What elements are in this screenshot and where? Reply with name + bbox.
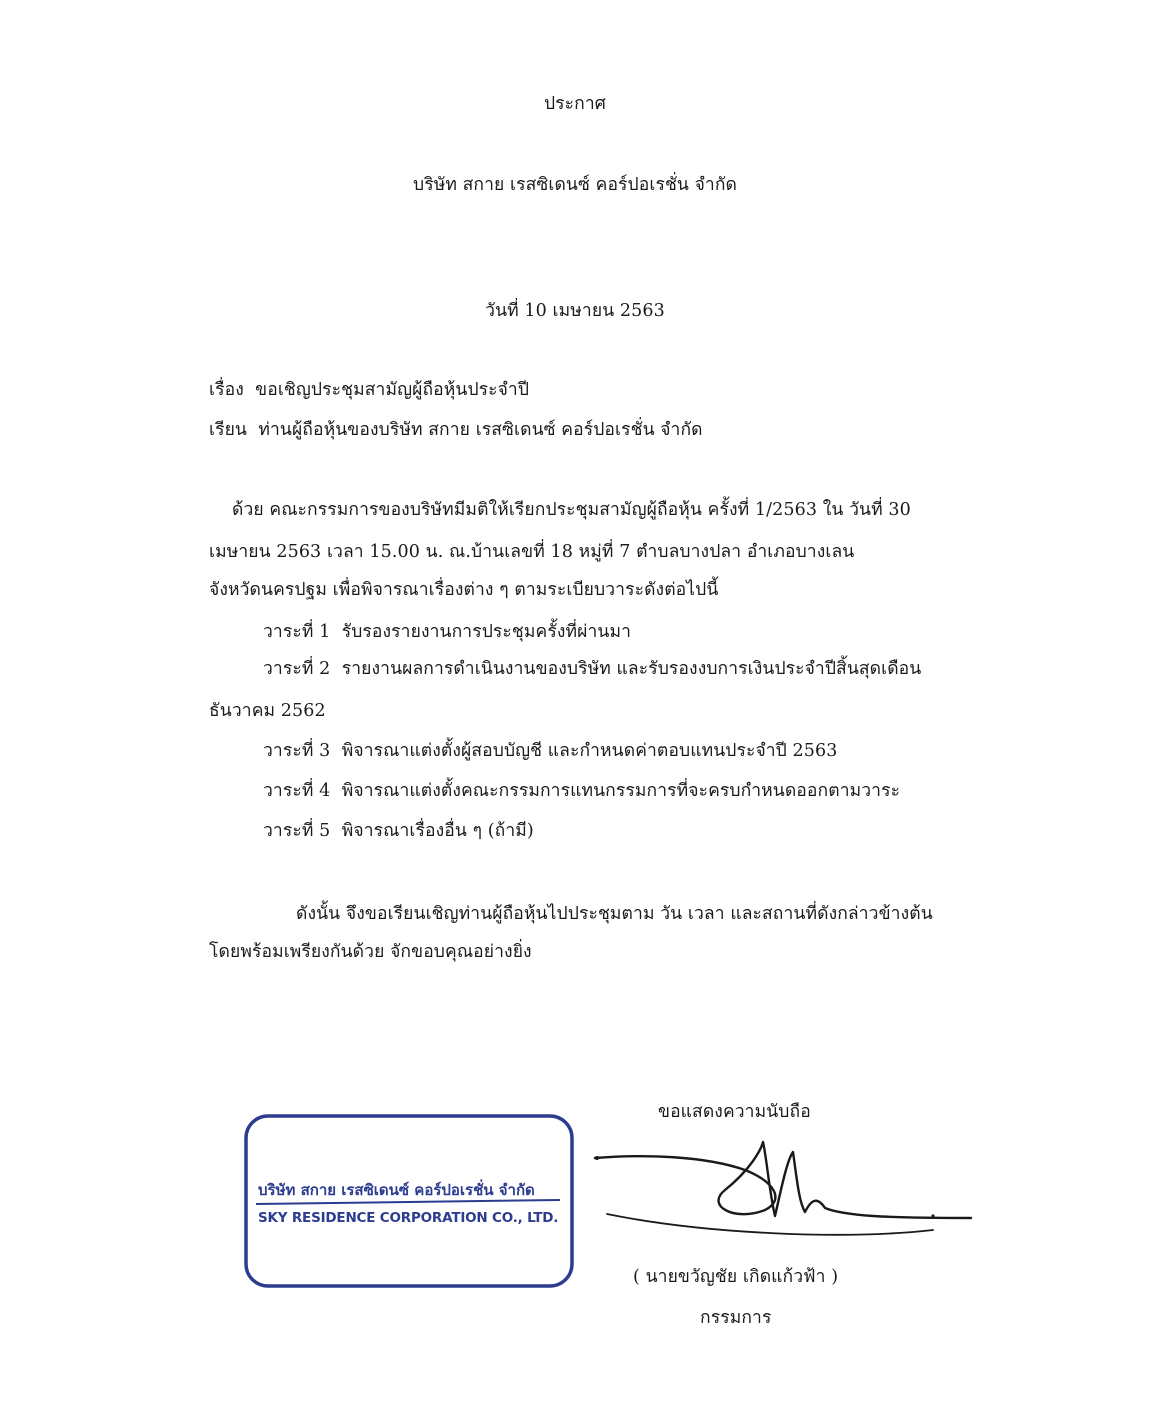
signature-regards: ขอแสดงความนับถือ [658,1102,811,1122]
agenda-item-4 [263,779,900,803]
body-line-2: เมษายน 2563 เวลา 15.00 น. ณ.บ้านเลขที่ 18 หมู่ที่ 7 ตำบลบางปลา อำเภอบางเลน [209,542,855,562]
handwritten-signature [585,1130,985,1260]
body-line-3: จังหวัดนครปฐม เพื่อพิจารณาเรื่องต่าง ๆ ตามระเบียบวาระดังต่อไปนี้ [209,580,719,600]
subject-label: เรื่อง [209,380,244,400]
signature-icon [585,1130,985,1260]
stamp-thai-text: บริษัท สกาย เรสซิเดนซ์ คอร์ปอเรชั่น จำกัด [258,1181,535,1199]
recipient-line [209,418,703,442]
company-stamp [242,1112,576,1290]
agenda-label: วาระที่ 2 [263,659,331,679]
agenda-label: วาระที่ 3 [263,741,331,761]
document-title: ประกาศ [543,94,607,114]
agenda-item-2-continuation: ธันวาคม 2562 [209,701,326,721]
agenda-label: วาระที่ 4 [263,781,331,801]
agenda-item-1 [263,620,631,644]
stamp-english-text: SKY RESIDENCE CORPORATION CO., LTD. [258,1210,559,1226]
body-line-1: ด้วย คณะกรรมการของบริษัทมีมติให้เรียกประชุมสามัญผู้ถือหุ้น ครั้งที่ 1/2563 ใน วันที่ 30 [232,500,911,520]
agenda-text: พิจารณาเรื่องอื่น ๆ (ถ้ามี) [341,821,534,841]
agenda-text: รับรองรายงานการประชุมครั้งที่ผ่านมา [341,622,632,642]
announcement-date: วันที่ 10 เมษายน 2563 [485,301,665,321]
company-name: บริษัท สกาย เรสซิเดนซ์ คอร์ปอเรชั่น จำกัด [412,175,737,195]
subject-text: ขอเชิญประชุมสามัญผู้ถือหุ้นประจำปี [255,380,530,400]
recipient-label: เรียน [209,420,247,440]
closing-line-2: โดยพร้อมเพรียงกันด้วย จักขอบคุณอย่างยิ่ง [209,942,532,962]
subject-line [209,378,529,402]
agenda-text: พิจารณาแต่งตั้งผู้สอบบัญชี และกำหนดค่าตอบแทนประจำปี 2563 [341,741,838,761]
signatory-position: กรรมการ [700,1308,772,1328]
signatory-name: ( นายขวัญชัย เกิดแก้วฟ้า ) [633,1267,839,1287]
agenda-item-2 [263,657,921,681]
agenda-label: วาระที่ 1 [263,622,331,642]
agenda-text: พิจารณาแต่งตั้งคณะกรรมการแทนกรรมการที่จะครบกำหนดออกตามวาระ [341,781,901,801]
closing-line-1: ดังนั้น จึงขอเรียนเชิญท่านผู้ถือหุ้นไปประชุมตาม วัน เวลา และสถานที่ดังกล่าวข้างต้น [296,904,933,924]
agenda-text: รายงานผลการดำเนินงานของบริษัท และรับรองงบการเงินประจำปีสิ้นสุดเดือน [341,659,922,679]
agenda-label: วาระที่ 5 [263,821,331,841]
agenda-item-5 [263,819,534,843]
agenda-item-3 [263,739,838,763]
recipient-text: ท่านผู้ถือหุ้นของบริษัท สกาย เรสซิเดนซ์ คอร์ปอเรชั่น จำกัด [258,420,703,440]
